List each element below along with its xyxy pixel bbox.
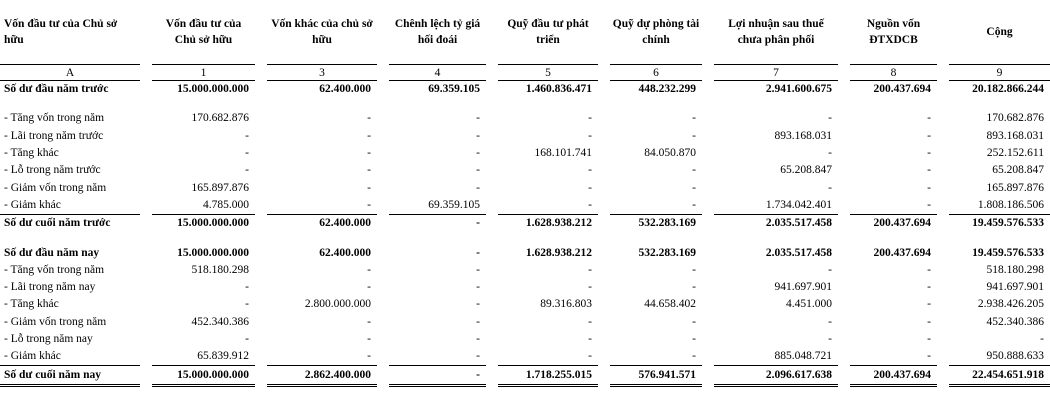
value-cell: - bbox=[367, 263, 371, 276]
value-cell: - bbox=[367, 281, 371, 294]
table-row bbox=[0, 179, 1050, 196]
value-cell: 165.897.876 bbox=[986, 181, 1044, 194]
value-cell: - bbox=[692, 315, 696, 328]
value-cell: 1.718.255.015 bbox=[498, 365, 598, 386]
value-cell: - bbox=[588, 281, 592, 294]
table-row bbox=[0, 348, 1050, 365]
value-cell: - bbox=[927, 263, 931, 276]
column-header: Cộng bbox=[986, 26, 1013, 38]
value-cell: - bbox=[245, 298, 249, 311]
value-cell: - bbox=[692, 112, 696, 125]
column-index: A bbox=[0, 64, 140, 80]
table-row bbox=[0, 296, 1050, 313]
value-cell: - bbox=[476, 263, 480, 276]
value-cell: - bbox=[367, 147, 371, 160]
value-cell: - bbox=[367, 198, 371, 211]
value-cell: - bbox=[588, 198, 592, 211]
column-index: 8 bbox=[850, 64, 937, 80]
row-label: Số dư đầu năm trước bbox=[0, 80, 140, 98]
value-cell: - bbox=[927, 112, 931, 125]
value-cell: - bbox=[1040, 333, 1044, 345]
column-header: Vốn đầu tư của Chủ sở hữu bbox=[165, 18, 242, 46]
value-cell: - bbox=[692, 164, 696, 177]
value-cell: 170.682.876 bbox=[986, 112, 1044, 125]
value-cell: - bbox=[245, 147, 249, 160]
value-cell: 65.208.847 bbox=[992, 164, 1044, 177]
value-cell: 950.888.633 bbox=[986, 350, 1044, 363]
table-row bbox=[0, 145, 1050, 162]
value-cell: - bbox=[927, 147, 931, 160]
value-cell: 65.208.847 bbox=[780, 164, 832, 177]
value-cell: - bbox=[927, 298, 931, 311]
value-cell: - bbox=[245, 281, 249, 294]
value-cell: - bbox=[692, 333, 696, 345]
row-label: - Lỗ trong năm nay bbox=[4, 333, 93, 345]
value-cell: 4.451.000 bbox=[786, 298, 832, 311]
value-cell: - bbox=[927, 333, 931, 345]
value-cell: 448.232.299 bbox=[610, 80, 702, 98]
value-cell: - bbox=[245, 333, 249, 345]
row-label: - Giảm vốn trong năm bbox=[4, 315, 107, 328]
value-cell: 200.437.694 bbox=[850, 80, 937, 98]
value-cell: 893.168.031 bbox=[986, 129, 1044, 142]
value-cell: - bbox=[476, 246, 480, 259]
column-header: Lợi nhuận sau thuế chưa phân phối bbox=[728, 18, 824, 46]
column-header: Quỹ đầu tư phát triển bbox=[507, 18, 589, 46]
value-cell: - bbox=[389, 214, 486, 232]
value-cell: 15.000.000.000 bbox=[177, 246, 249, 259]
value-cell: - bbox=[367, 112, 371, 125]
value-cell: - bbox=[692, 198, 696, 211]
row-label: Số dư cuối năm nay bbox=[0, 365, 140, 386]
row-label: - Tăng khác bbox=[4, 298, 59, 311]
value-cell: 1.734.042.401 bbox=[765, 198, 832, 211]
row-label: - Giảm vốn trong năm bbox=[4, 181, 107, 194]
value-cell: 44.658.402 bbox=[644, 298, 696, 311]
value-cell: - bbox=[476, 315, 480, 328]
balance-row bbox=[0, 214, 1050, 232]
value-cell: 2.035.517.458 bbox=[765, 246, 832, 259]
column-index: 7 bbox=[714, 64, 838, 80]
table-row bbox=[0, 197, 1050, 214]
value-cell: 893.168.031 bbox=[774, 129, 832, 142]
table-row bbox=[0, 128, 1050, 145]
value-cell: 69.359.105 bbox=[428, 198, 480, 211]
value-cell: 1.460.836.471 bbox=[498, 80, 598, 98]
row-label: - Tăng vốn trong năm bbox=[4, 263, 105, 276]
balance-row bbox=[0, 80, 1050, 98]
value-cell: - bbox=[588, 129, 592, 142]
value-cell: 84.050.870 bbox=[644, 147, 696, 160]
value-cell: 518.180.298 bbox=[986, 263, 1044, 276]
value-cell: - bbox=[476, 298, 480, 311]
value-cell: - bbox=[245, 164, 249, 177]
value-cell: - bbox=[927, 164, 931, 177]
table-row bbox=[0, 331, 1050, 348]
value-cell: - bbox=[476, 112, 480, 125]
index-row bbox=[0, 64, 1050, 80]
value-cell: - bbox=[588, 164, 592, 177]
value-cell: 62.400.000 bbox=[267, 214, 377, 232]
row-label: - Tăng vốn trong năm bbox=[4, 112, 105, 125]
value-cell: - bbox=[588, 350, 592, 363]
value-cell: 2.035.517.458 bbox=[714, 214, 838, 232]
value-cell: 19.459.576.533 bbox=[949, 214, 1050, 232]
value-cell: - bbox=[476, 164, 480, 177]
column-index: 5 bbox=[498, 64, 598, 80]
column-index: 4 bbox=[389, 64, 486, 80]
value-cell: 941.697.901 bbox=[774, 281, 832, 294]
value-cell: 200.437.694 bbox=[873, 246, 931, 259]
value-cell: 62.400.000 bbox=[319, 246, 371, 259]
value-cell: 941.697.901 bbox=[986, 281, 1044, 294]
value-cell: 200.437.694 bbox=[850, 214, 937, 232]
value-cell: - bbox=[588, 263, 592, 276]
column-header: Chênh lệch tỷ giá hối đoái bbox=[394, 18, 481, 46]
value-cell: 200.437.694 bbox=[850, 365, 937, 386]
value-cell: - bbox=[828, 112, 832, 125]
value-cell: - bbox=[927, 129, 931, 142]
value-cell: 1.808.186.506 bbox=[977, 198, 1044, 211]
value-cell: 518.180.298 bbox=[191, 263, 249, 276]
value-cell: 576.941.571 bbox=[610, 365, 702, 386]
value-cell: - bbox=[828, 333, 832, 345]
table-row bbox=[0, 162, 1050, 179]
value-cell: 452.340.386 bbox=[191, 315, 249, 328]
value-cell: 1.628.938.212 bbox=[498, 214, 598, 232]
row-label: - Lãi trong năm nay bbox=[4, 281, 96, 294]
value-cell: - bbox=[692, 129, 696, 142]
value-cell: - bbox=[367, 129, 371, 142]
row-label: - Tăng khác bbox=[4, 147, 59, 160]
value-cell: - bbox=[828, 181, 832, 194]
value-cell: 65.839.912 bbox=[197, 350, 249, 363]
value-cell: 452.340.386 bbox=[986, 315, 1044, 328]
row-label: Số dư đầu năm nay bbox=[4, 246, 100, 259]
value-cell: - bbox=[476, 350, 480, 363]
value-cell: 252.152.611 bbox=[986, 147, 1044, 160]
value-cell: 2.938.426.205 bbox=[977, 298, 1044, 311]
column-header: Vốn đầu tư của Chủ sở hữu bbox=[4, 18, 118, 46]
value-cell: - bbox=[828, 315, 832, 328]
value-cell: - bbox=[476, 281, 480, 294]
column-index: 9 bbox=[949, 64, 1050, 80]
row-label: - Giảm khác bbox=[4, 350, 61, 363]
value-cell: - bbox=[367, 315, 371, 328]
row-label: - Giảm khác bbox=[4, 198, 61, 211]
value-cell: - bbox=[245, 129, 249, 142]
value-cell: 89.316.803 bbox=[540, 298, 592, 311]
header-row bbox=[0, 0, 1050, 64]
value-cell: - bbox=[476, 129, 480, 142]
value-cell: 19.459.576.533 bbox=[972, 246, 1044, 259]
column-index: 3 bbox=[267, 64, 377, 80]
value-cell: - bbox=[828, 147, 832, 160]
value-cell: 15.000.000.000 bbox=[152, 80, 255, 98]
value-cell: - bbox=[692, 350, 696, 363]
table-row bbox=[0, 262, 1050, 279]
value-cell: - bbox=[927, 315, 931, 328]
value-cell: - bbox=[367, 181, 371, 194]
spacer-row bbox=[0, 232, 1050, 244]
value-cell: - bbox=[692, 181, 696, 194]
value-cell: - bbox=[476, 181, 480, 194]
value-cell: - bbox=[927, 350, 931, 363]
table-row bbox=[0, 314, 1050, 331]
value-cell: 532.283.169 bbox=[638, 246, 696, 259]
row-label: - Lỗ trong năm trước bbox=[4, 164, 101, 177]
row-label: - Lãi trong năm trước bbox=[4, 129, 104, 142]
value-cell: 168.101.741 bbox=[534, 147, 592, 160]
value-cell: 22.454.651.918 bbox=[949, 365, 1050, 386]
spacer-row bbox=[0, 98, 1050, 110]
value-cell: - bbox=[588, 112, 592, 125]
value-cell: - bbox=[692, 281, 696, 294]
balance-row bbox=[0, 244, 1050, 261]
row-label: Số dư cuối năm trước bbox=[0, 214, 140, 232]
column-header: Quỹ dự phòng tài chính bbox=[612, 18, 700, 46]
value-cell: 4.785.000 bbox=[203, 198, 249, 211]
value-cell: - bbox=[588, 333, 592, 345]
value-cell: - bbox=[367, 333, 371, 345]
value-cell: 170.682.876 bbox=[191, 112, 249, 125]
value-cell: - bbox=[476, 147, 480, 160]
value-cell: - bbox=[588, 315, 592, 328]
value-cell: - bbox=[828, 263, 832, 276]
value-cell: 165.897.876 bbox=[191, 181, 249, 194]
value-cell: - bbox=[927, 281, 931, 294]
column-index: 6 bbox=[610, 64, 702, 80]
column-index: 1 bbox=[152, 64, 255, 80]
value-cell: 885.048.721 bbox=[774, 350, 832, 363]
balance-row bbox=[0, 365, 1050, 386]
table-row bbox=[0, 110, 1050, 127]
value-cell: - bbox=[927, 181, 931, 194]
value-cell: - bbox=[588, 181, 592, 194]
value-cell: 2.862.400.000 bbox=[267, 365, 377, 386]
value-cell: - bbox=[389, 365, 486, 386]
value-cell: 62.400.000 bbox=[267, 80, 377, 98]
value-cell: - bbox=[367, 164, 371, 177]
value-cell: 1.628.938.212 bbox=[525, 246, 592, 259]
value-cell: 69.359.105 bbox=[389, 80, 486, 98]
value-cell: 2.941.600.675 bbox=[714, 80, 838, 98]
value-cell: 20.182.866.244 bbox=[949, 80, 1050, 98]
value-cell: - bbox=[927, 198, 931, 211]
column-header: Nguồn vốn ĐTXDCB bbox=[866, 18, 921, 46]
value-cell: 15.000.000.000 bbox=[152, 214, 255, 232]
value-cell: - bbox=[692, 263, 696, 276]
column-header: Vốn khác của chủ sở hữu bbox=[271, 18, 373, 46]
value-cell: 2.800.000.000 bbox=[304, 298, 371, 311]
value-cell: - bbox=[367, 350, 371, 363]
value-cell: - bbox=[476, 333, 480, 345]
value-cell: 15.000.000.000 bbox=[152, 365, 255, 386]
value-cell: 532.283.169 bbox=[610, 214, 702, 232]
table-row bbox=[0, 279, 1050, 296]
value-cell: 2.096.617.638 bbox=[714, 365, 838, 386]
